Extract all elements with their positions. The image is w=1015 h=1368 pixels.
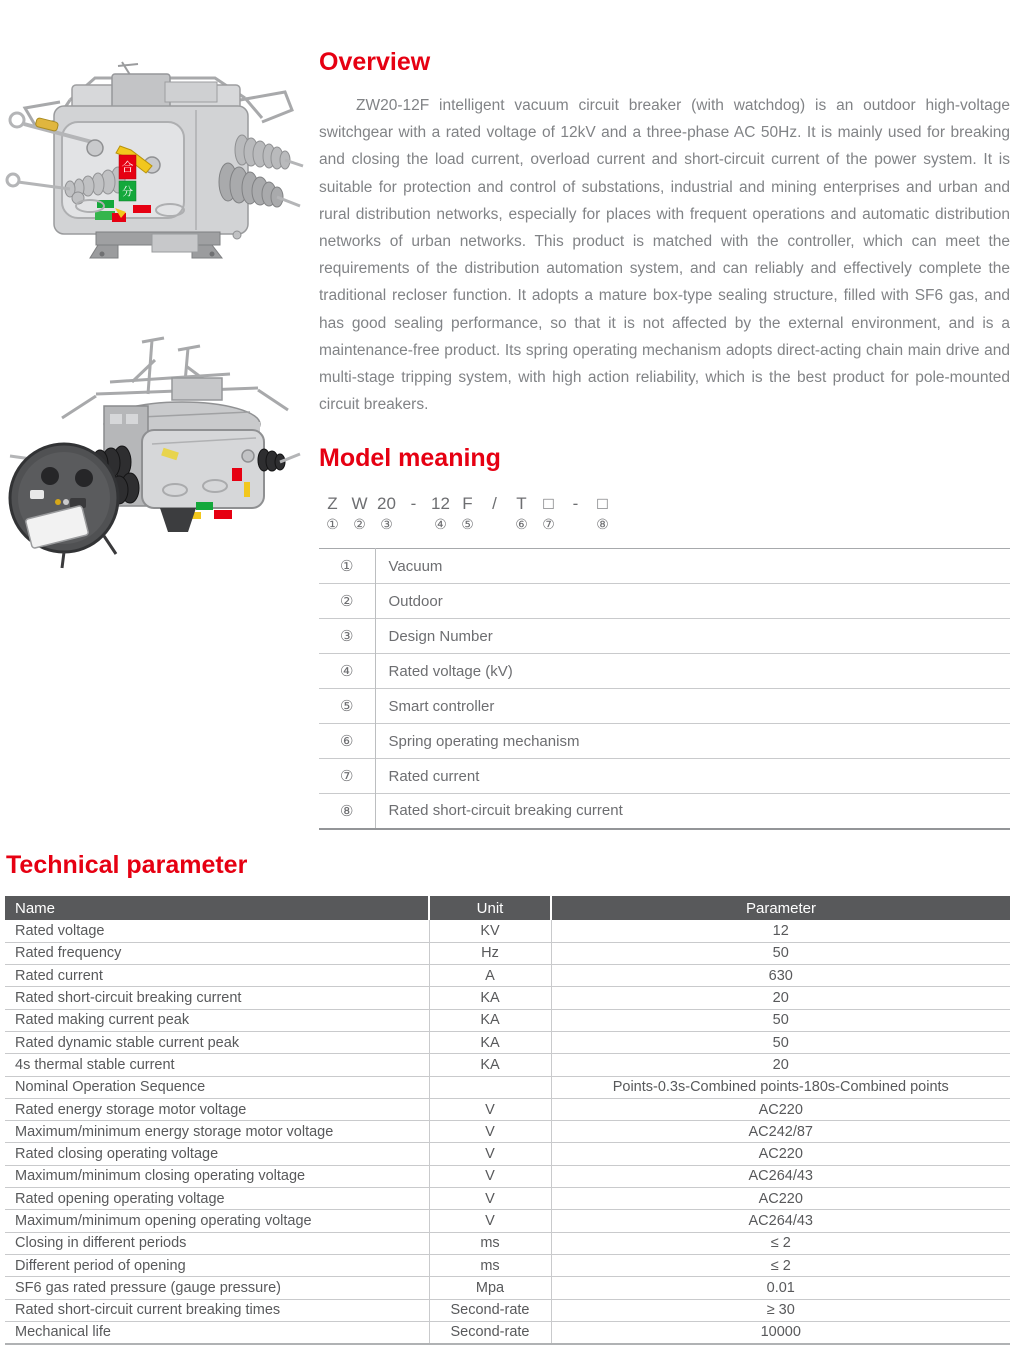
technical-row-parameter: AC220 bbox=[551, 1188, 1010, 1210]
technical-row-unit: V bbox=[429, 1121, 551, 1143]
model-meaning-number: ⑦ bbox=[319, 759, 375, 794]
technical-row-name: Nominal Operation Sequence bbox=[5, 1076, 429, 1098]
technical-row-name: Maximum/minimum closing operating voltage bbox=[5, 1165, 429, 1187]
model-code-part bbox=[454, 494, 481, 534]
breaker-photo-bottom-image bbox=[0, 322, 302, 574]
technical-row bbox=[5, 1143, 1010, 1165]
technical-row-unit: Mpa bbox=[429, 1277, 551, 1299]
model-code-symbol: □ bbox=[543, 494, 554, 513]
technical-row-parameter: AC220 bbox=[551, 1098, 1010, 1120]
technical-row-name: Mechanical life bbox=[5, 1321, 429, 1343]
technical-row-unit: V bbox=[429, 1143, 551, 1165]
technical-row-name: Rated short-circuit breaking current bbox=[5, 987, 429, 1009]
technical-row-name: Maximum/minimum energy storage motor voltage bbox=[5, 1121, 429, 1143]
smart-controller bbox=[10, 444, 118, 568]
breaker-photo-bottom bbox=[0, 322, 302, 574]
technical-row bbox=[5, 920, 1010, 942]
technical-row bbox=[5, 1165, 1010, 1187]
technical-row bbox=[5, 1299, 1010, 1321]
model-meaning-label: Rated current bbox=[375, 759, 1010, 794]
technical-row-parameter: Points-0.3s-Combined points-180s-Combined points bbox=[551, 1076, 1010, 1098]
tag-yellow bbox=[244, 482, 250, 497]
technical-row-parameter: 50 bbox=[551, 1031, 1010, 1053]
technical-row-unit: Second-rate bbox=[429, 1321, 551, 1343]
model-meaning-section bbox=[319, 444, 1010, 830]
model-code-symbol: 12 bbox=[431, 494, 450, 513]
model-meaning-number: ⑤ bbox=[319, 689, 375, 724]
technical-row-parameter: AC264/43 bbox=[551, 1210, 1010, 1232]
open-label bbox=[119, 181, 136, 201]
technical-row bbox=[5, 1188, 1010, 1210]
model-code-part bbox=[346, 494, 373, 534]
model-code-symbol: 20 bbox=[377, 494, 396, 513]
model-meaning-number: ⑧ bbox=[319, 794, 375, 829]
technical-parameter-title: Technical parameter bbox=[6, 851, 248, 879]
model-meaning-label: Rated short-circuit breaking current bbox=[375, 794, 1010, 829]
model-meaning-number: ⑥ bbox=[319, 724, 375, 759]
technical-row-unit: V bbox=[429, 1165, 551, 1187]
model-code-index: ⑥ bbox=[515, 516, 528, 532]
technical-row-name: Rated frequency bbox=[5, 942, 429, 964]
technical-row bbox=[5, 1321, 1010, 1343]
technical-row-name: Rated making current peak bbox=[5, 1009, 429, 1031]
technical-row bbox=[5, 1232, 1010, 1254]
model-code-part bbox=[535, 494, 562, 534]
technical-row-parameter: 50 bbox=[551, 1009, 1010, 1031]
technical-row bbox=[5, 1098, 1010, 1120]
model-code-index: ⑤ bbox=[461, 516, 474, 532]
technical-row-parameter: 20 bbox=[551, 987, 1010, 1009]
technical-row-name: SF6 gas rated pressure (gauge pressure) bbox=[5, 1277, 429, 1299]
model-code-index: ② bbox=[353, 516, 366, 532]
technical-row-parameter: 50 bbox=[551, 942, 1010, 964]
technical-row-name: Closing in different periods bbox=[5, 1232, 429, 1254]
technical-row-unit: ms bbox=[429, 1254, 551, 1276]
model-meaning-number: ③ bbox=[319, 619, 375, 654]
technical-row-name: Different period of opening bbox=[5, 1254, 429, 1276]
model-code-index: ⑧ bbox=[596, 516, 609, 532]
model-code bbox=[319, 494, 1010, 534]
model-code-part bbox=[373, 494, 400, 534]
model-code-symbol: W bbox=[351, 494, 368, 513]
model-code-part bbox=[562, 494, 589, 534]
tag-green bbox=[196, 502, 213, 510]
model-code-part bbox=[427, 494, 454, 534]
technical-row-unit: V bbox=[429, 1098, 551, 1120]
technical-row-unit: A bbox=[429, 965, 551, 987]
model-meaning-number: ④ bbox=[319, 654, 375, 689]
close-label-text: 合 bbox=[121, 160, 134, 174]
model-meaning-number: ① bbox=[319, 549, 375, 584]
model-meaning-label: Outdoor bbox=[375, 584, 1010, 619]
technical-row-parameter: 630 bbox=[551, 965, 1010, 987]
technical-row-name: 4s thermal stable current bbox=[5, 1054, 429, 1076]
technical-table-header bbox=[5, 896, 1010, 920]
technical-parameter-table bbox=[5, 896, 1010, 1345]
technical-header-row bbox=[5, 896, 1010, 920]
tag-red-2 bbox=[133, 205, 151, 213]
technical-row bbox=[5, 1076, 1010, 1098]
technical-row-parameter: ≥ 30 bbox=[551, 1299, 1010, 1321]
technical-row bbox=[5, 1277, 1010, 1299]
technical-row-unit: Second-rate bbox=[429, 1299, 551, 1321]
technical-row-parameter: 0.01 bbox=[551, 1277, 1010, 1299]
technical-row-unit: KA bbox=[429, 1054, 551, 1076]
tag-red-2 bbox=[214, 510, 232, 519]
model-code-part bbox=[481, 494, 508, 534]
header-parameter: Parameter bbox=[551, 896, 1010, 920]
technical-row-parameter: AC242/87 bbox=[551, 1121, 1010, 1143]
model-code-symbol: - bbox=[410, 494, 417, 513]
technical-row bbox=[5, 1210, 1010, 1232]
model-code-symbol: - bbox=[572, 494, 579, 513]
technical-row-unit: KA bbox=[429, 1031, 551, 1053]
model-meaning-label: Smart controller bbox=[375, 689, 1010, 724]
model-code-part bbox=[400, 494, 427, 534]
overview-paragraph: ZW20-12F intelligent vacuum circuit breaker (with watchdog) is an outdoor high-voltage switchgear with a rated voltage of 12kV and a three-phase AC 50Hz. It is mainly used for breaking and closing the load current, overload current and short-circuit current of the power system. It is suitable for protection and control of substations, industrial and mining enterprises and urban and rural distribution networks, especially for places with frequent operations and automatic distribution networks of urban networks. This product is matched with the controller, which can meet the requirements of the distribution automation system, and can reliably and effectively complete the traditional recloser function. It adopts a mature box-type sealing structure, filled with SF6 gas, and has good sealing performance, so that it is not affected by the external environment, and is a maintenance-free product. Its spring operating mechanism adopts direct-acting chain main drive and multi-stage tripping system, with high action reliability, which is the best product for pole-mounted circuit breakers. bbox=[319, 97, 1010, 414]
technical-row bbox=[5, 1121, 1010, 1143]
header-unit: Unit bbox=[429, 896, 551, 920]
technical-row-name: Rated voltage bbox=[15, 922, 105, 939]
model-meaning-row bbox=[319, 724, 1010, 759]
technical-row-unit: Hz bbox=[429, 942, 551, 964]
technical-row-name: Rated short-circuit current breaking times bbox=[5, 1299, 429, 1321]
close-label bbox=[119, 155, 136, 179]
technical-row bbox=[5, 1009, 1010, 1031]
technical-row-name: Rated energy storage motor voltage bbox=[5, 1098, 429, 1120]
model-meaning-label: Rated voltage (kV) bbox=[375, 654, 1010, 689]
tag-red bbox=[232, 468, 242, 481]
model-code-symbol: / bbox=[492, 494, 497, 513]
model-code-symbol: Z bbox=[327, 494, 338, 513]
model-code-symbol: F bbox=[462, 494, 473, 513]
overview-section bbox=[319, 48, 1010, 418]
model-meaning-number: ② bbox=[319, 584, 375, 619]
open-label-text: 分 bbox=[122, 185, 133, 198]
model-code-symbol: □ bbox=[597, 494, 608, 513]
technical-row-unit: KA bbox=[429, 1009, 551, 1031]
model-meaning-label: Vacuum bbox=[388, 557, 443, 575]
model-meaning-table-body bbox=[319, 549, 1010, 829]
technical-row-parameter: AC220 bbox=[551, 1143, 1010, 1165]
breaker-photo-top bbox=[0, 30, 305, 305]
technical-row bbox=[5, 1254, 1010, 1276]
technical-row-name: Rated dynamic stable current peak bbox=[5, 1031, 429, 1053]
model-meaning-row bbox=[319, 759, 1010, 794]
model-meaning-row bbox=[319, 794, 1010, 829]
model-code-part bbox=[508, 494, 535, 534]
technical-row-name: Rated opening operating voltage bbox=[5, 1188, 429, 1210]
technical-row bbox=[5, 1031, 1010, 1053]
model-meaning-row bbox=[319, 689, 1010, 724]
model-meaning-row bbox=[319, 549, 1010, 584]
technical-row-unit: V bbox=[429, 1188, 551, 1210]
technical-row-parameter: AC264/43 bbox=[551, 1165, 1010, 1187]
model-code-symbol: T bbox=[516, 494, 527, 513]
model-code-index: ① bbox=[326, 516, 339, 532]
model-code-part bbox=[589, 494, 616, 534]
technical-row bbox=[5, 942, 1010, 964]
model-meaning-label: Spring operating mechanism bbox=[375, 724, 1010, 759]
technical-row-name: Rated closing operating voltage bbox=[5, 1143, 429, 1165]
model-meaning-row bbox=[319, 619, 1010, 654]
model-meaning-table bbox=[319, 548, 1010, 830]
model-code-part bbox=[319, 494, 346, 534]
model-meaning-row bbox=[319, 654, 1010, 689]
technical-row bbox=[5, 987, 1010, 1009]
model-code-index: ④ bbox=[434, 516, 447, 532]
technical-row-parameter: ≤ 2 bbox=[551, 1254, 1010, 1276]
technical-table-body bbox=[5, 920, 1010, 1344]
technical-row-parameter: ≤ 2 bbox=[551, 1232, 1010, 1254]
technical-row-parameter: 10000 bbox=[551, 1321, 1010, 1343]
technical-row-parameter: 12 bbox=[772, 922, 789, 939]
technical-row-parameter: 20 bbox=[551, 1054, 1010, 1076]
technical-row bbox=[5, 1054, 1010, 1076]
technical-row-unit bbox=[429, 1076, 551, 1098]
model-meaning-title: Model meaning bbox=[319, 444, 501, 472]
model-code-index: ③ bbox=[380, 516, 393, 532]
technical-row-name: Rated current bbox=[5, 965, 429, 987]
model-code-index: ⑦ bbox=[542, 516, 555, 532]
header-name: Name bbox=[5, 896, 429, 920]
technical-row-unit: KA bbox=[429, 987, 551, 1009]
model-meaning-label: Design Number bbox=[375, 619, 1010, 654]
technical-parameter-section bbox=[5, 851, 1010, 1345]
technical-row-unit: ms bbox=[429, 1232, 551, 1254]
overview-title: Overview bbox=[319, 48, 431, 76]
breaker-photo-top-image bbox=[0, 30, 305, 305]
technical-row-unit: V bbox=[429, 1210, 551, 1232]
technical-row-name: Maximum/minimum opening operating voltage bbox=[5, 1210, 429, 1232]
technical-row-unit: KV bbox=[429, 920, 551, 942]
technical-row bbox=[5, 965, 1010, 987]
model-meaning-row bbox=[319, 584, 1010, 619]
